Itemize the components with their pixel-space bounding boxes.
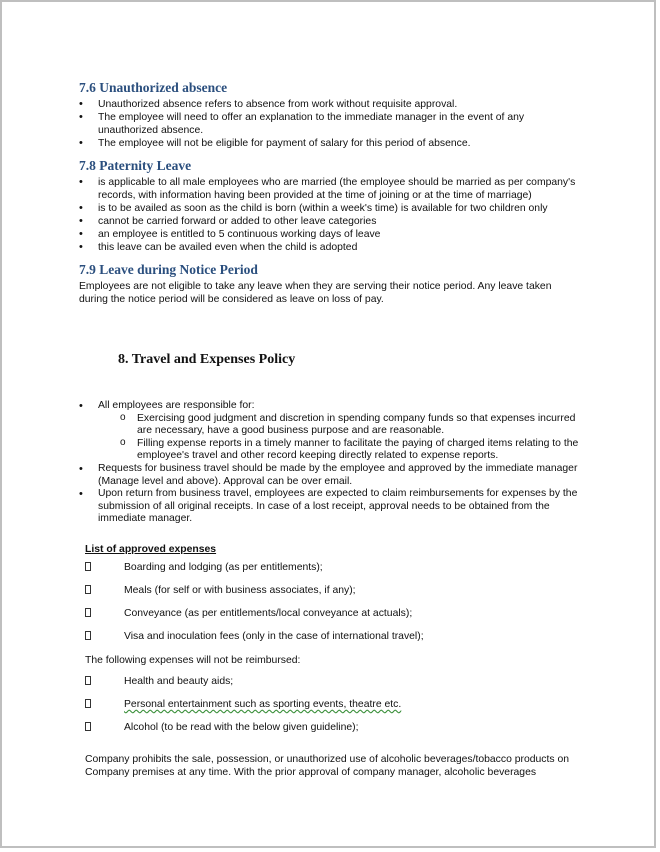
section-heading: 7.6 Unauthorized absence	[79, 80, 228, 95]
list-item: • Unauthorized absence refers to absence from work without requisite approval.	[79, 98, 579, 111]
not-reimbursed-item	[85, 675, 579, 698]
section-heading: 7.9 Leave during Notice Period	[79, 262, 258, 277]
expense-text: Personal entertainment such as sporting events, theatre etc.	[124, 699, 402, 711]
section-unauthorized-absence	[79, 80, 579, 150]
expense-text: Meals (for self or with business associates, if any);	[124, 584, 356, 596]
travel-section	[79, 400, 579, 779]
list-item: • cannot be carried forward or added to other leave categories	[79, 215, 579, 228]
list-item: • The employee will need to offer an explanation to the immediate manager in the event of any unauthorized absence.	[79, 111, 579, 137]
section-heading: 7.8 Paternity Leave	[79, 158, 192, 173]
leave-sections	[79, 80, 579, 310]
approved-expense-item	[85, 584, 579, 607]
alcohol-policy-text: Company prohibits the sale, possession, or unauthorized use of alcoholic beverages/tobacco products on Company premises at any time. With the prior approval of company manager, alcoholic beverages	[85, 754, 570, 778]
list-item: • The employee will not be eligible for payment of salary for this period of absence.	[79, 137, 579, 150]
approved-expense-item	[85, 607, 579, 630]
section-paternity-leave	[79, 158, 579, 254]
list-item: • is to be availed as soon as the child is born (within a week's time) is available for two children only	[79, 202, 579, 215]
list-item: • Requests for business travel should be made by the employee and approved by the immediate manager (Manage level and above). Approval can be over email.	[79, 463, 579, 488]
approved-expenses-heading: List of approved expenses	[85, 543, 217, 555]
expense-text: Alcohol (to be read with the below given guideline);	[124, 722, 359, 734]
approved-expense-item	[85, 630, 579, 653]
travel-heading-wrap	[118, 352, 295, 368]
section-notice-period	[79, 262, 579, 306]
list-item	[79, 400, 579, 463]
checkbox-glyph-icon	[85, 608, 91, 617]
checkbox-glyph-icon	[85, 562, 91, 571]
checkbox-glyph-icon	[85, 722, 91, 731]
expense-text: Boarding and lodging (as per entitlements);	[124, 561, 323, 573]
checkbox-glyph-icon	[85, 699, 91, 708]
sub-list-item: o Filling expense reports in a timely manner to facilitate the paying of charged items relating to the employee's travel and other record keeping directly related to expense reports.	[118, 438, 579, 463]
list-item: • an employee is entitled to 5 continuous working days of leave	[79, 228, 579, 241]
approved-expense-item	[85, 561, 579, 584]
list-item: • is applicable to all male employees who are married (the employee should be married as per company's records, with information having been provided at the time of joining or at the time of marriage)	[79, 176, 579, 202]
sub-list-item: o Exercising good judgment and discretion in spending company funds so that expenses incurred are necessary, have a good business purpose and are reasonable.	[118, 413, 579, 438]
list-item-text: All employees are responsible for:	[98, 400, 255, 411]
expense-text: Health and beauty aids;	[124, 676, 234, 688]
list-item: • this leave can be availed even when the child is adopted	[79, 241, 579, 254]
travel-heading: 8. Travel and Expenses Policy	[118, 352, 296, 367]
checkbox-glyph-icon	[85, 676, 91, 685]
list-item: • Upon return from business travel, employees are expected to claim reimbursements for expenses by the submission of all original receipts. In case of a lost receipt, approval needs to be obtained from the immediate manager.	[79, 488, 579, 526]
not-reimbursed-item	[85, 721, 579, 744]
not-reimbursed-intro: The following expenses will not be reimbursed:	[85, 654, 301, 666]
checkbox-glyph-icon	[85, 631, 91, 640]
checkbox-glyph-icon	[85, 585, 91, 594]
expense-text: Visa and inoculation fees (only in the case of international travel);	[124, 630, 424, 642]
section-text: Employees are not eligible to take any leave when they are serving their notice period. Any leave taken during the notice period will be considered as leave on loss of pay.	[79, 281, 552, 305]
not-reimbursed-item	[85, 698, 579, 721]
expense-text: Conveyance (as per entitlements/local conveyance at actuals);	[124, 607, 413, 619]
